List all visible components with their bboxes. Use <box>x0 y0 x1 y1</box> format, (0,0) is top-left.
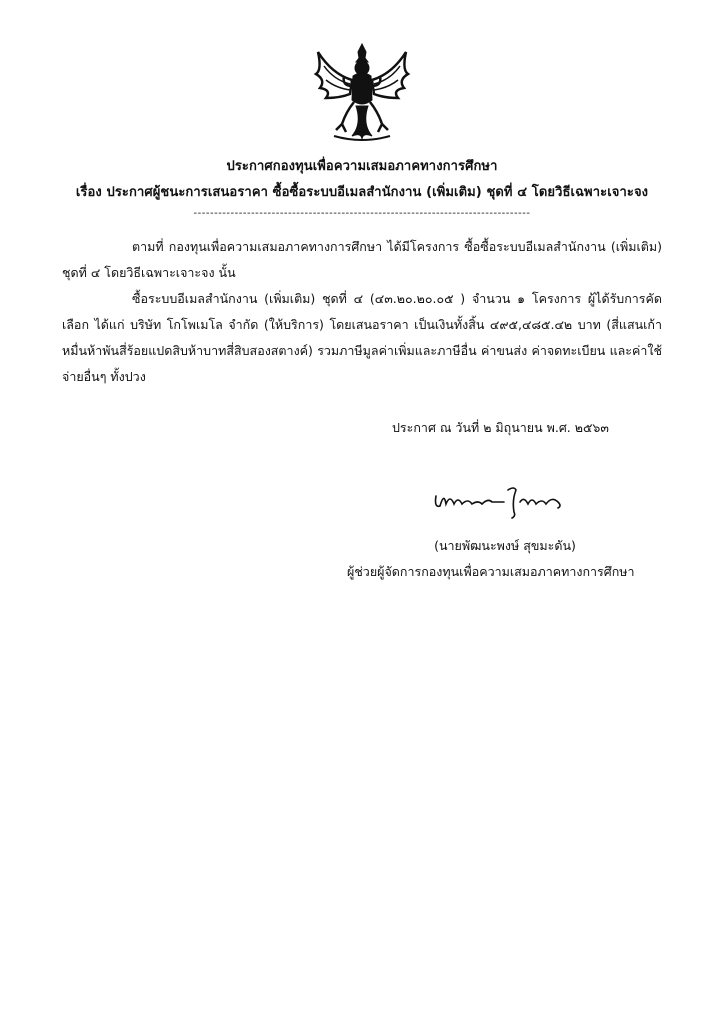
body-paragraph-2: ซื้อระบบอีเมลสำนักงาน (เพิ่มเติม) ชุดที่ ๔ (๔๓.๒๐.๒๐.๐๕ ) จำนวน ๑ โครงการ ผู้ได้รับการคัดเลือก ได้แก่ บริษัท โกโพเมโล จำกัด (ให้บริการ) โดยเสนอราคา เป็นเงินทั้งสิ้น ๔๙๕,๔๘๕.๔๒ บาท (สี่แสนเก้าหมื่นห้าพันสี่ร้อยแปดสิบห้าบาทสี่สิบสองสตางค์) รวมภาษีมูลค่าเพิ่มและภาษีอื่น ค่าขนส่ง ค่าจดทะเบียน และค่าใช้จ่ายอื่นๆ ทั้งปวง <box>62 291 662 384</box>
announcement-date: ประกาศ ณ วันที่ ๒ มิถุนายน พ.ศ. ๒๕๖๓ <box>392 420 609 435</box>
signature-image <box>430 482 570 522</box>
signer-name: (นายพัฒนะพงษ์ สุขมะดัน) <box>434 538 576 553</box>
announcement-subject: เรื่อง ประกาศผู้ชนะการเสนอราคา ซื้อซื้อระบบอีเมลสำนักงาน (เพิ่มเติม) ชุดที่ ๔ โดยวิธีเฉพาะเจาะจง <box>75 185 649 200</box>
divider-line: ---------------------------------------------------------------------------------- <box>193 208 531 219</box>
body-paragraph-1: ตามที่ กองทุนเพื่อความเสมอภาคทางการศึกษา ได้มีโครงการ ซื้อซื้อระบบอีเมลสำนักงาน (เพิ่มเติม) ชุดที่ ๔ โดยวิธีเฉพาะเจาะจง นั้น <box>62 239 662 280</box>
announcement-title: ประกาศกองทุนเพื่อความเสมอภาคทางการศึกษา <box>226 159 498 174</box>
garuda-emblem-icon <box>312 40 412 144</box>
signer-position: ผู้ช่วยผู้จัดการกองทุนเพื่อความเสมอภาคทางการศึกษา <box>347 564 635 579</box>
